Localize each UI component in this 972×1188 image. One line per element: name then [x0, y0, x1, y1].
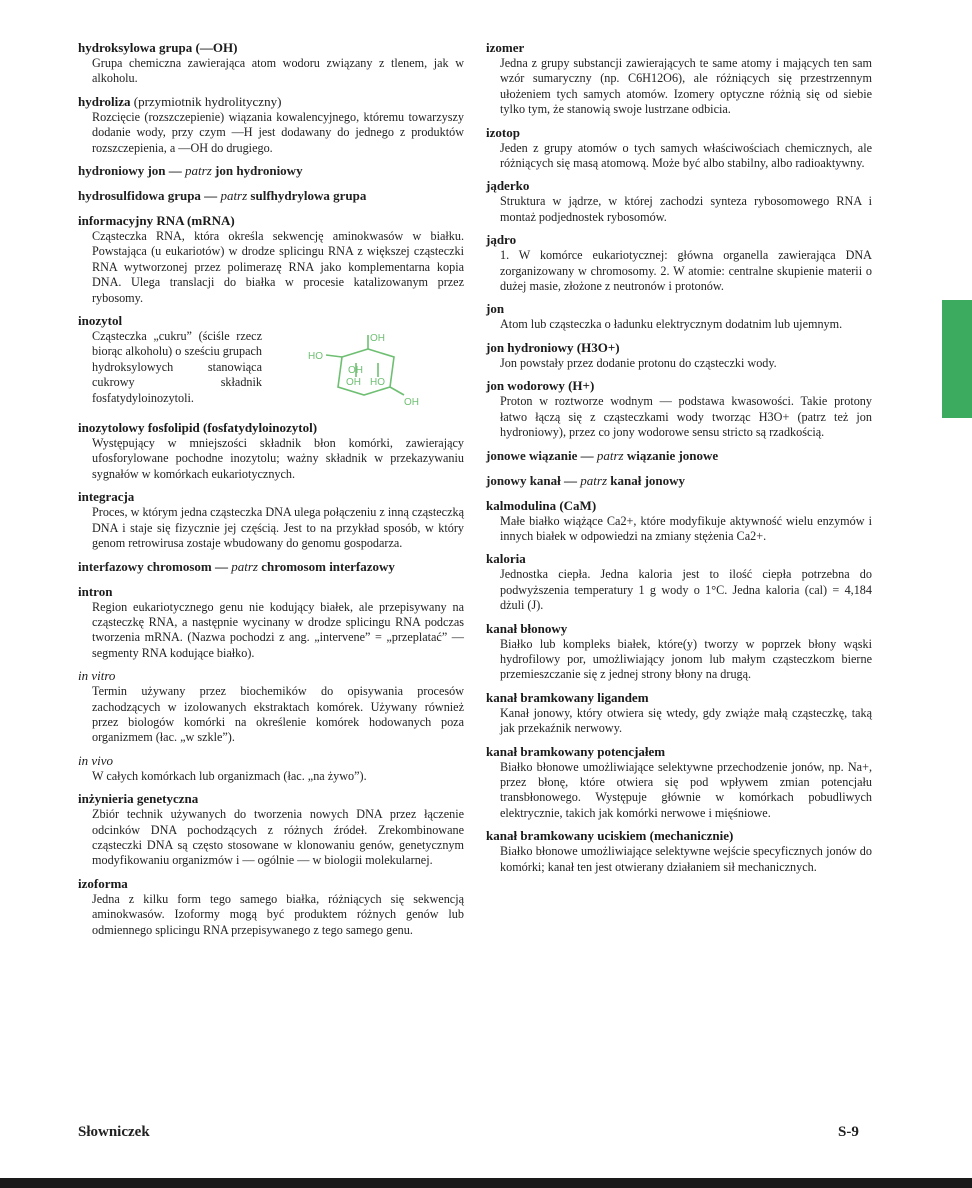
chem-label: OH [370, 333, 385, 345]
entry-definition: 1. W komórce eukariotycznej: główna organella zawierająca DNA zorganizowany w chromosomy. 2. W atomie: centralne skupienie materii o dużej masie, złożone z neutronów i protonów. [500, 248, 872, 294]
inositol-block [78, 329, 464, 413]
entry-term: intron [78, 583, 113, 599]
entry-term: kanał bramkowany uciskiem (mechanicznie) [486, 828, 734, 844]
entry-term-main: hydroliza [78, 93, 131, 109]
glossary-entry [486, 828, 872, 875]
entry-term: hydroksylowa grupa (—OH) [78, 40, 238, 55]
glossary-entry [78, 668, 464, 746]
entry-definition: Małe białko wiążące Ca2+, które modyfikuje aktywność wielu enzymów i innych białek w odpowiedzi na zmiany stężenia Ca2+. [500, 513, 872, 543]
chem-label: OH [404, 397, 419, 409]
entry-definition: Występujący w mniejszości składnik błon komórki, zawierający ufosforylowane pochodne inozytolu; ważny składnik w przekazywaniu sygnałów w komórkach eukariotycznych. [92, 436, 464, 481]
inositol-structure-diagram [306, 333, 426, 413]
glossary-entry [78, 213, 464, 306]
xref-target: kanał jonowy [607, 472, 686, 488]
glossary-entry [78, 791, 464, 869]
glossary-entry [78, 40, 464, 87]
glossary-entry [486, 232, 872, 294]
glossary-entry [486, 378, 872, 440]
xref-patrz: patrz [185, 163, 212, 179]
bottom-edge-bar [0, 1178, 972, 1188]
entry-definition: Białko lub kompleks białek, które(y) tworzy w poprzek błony wąski hydrofilowy por, umożliwiający jonom lub małym cząsteczkom bierne przemieszczanie się z jednej strony błony na drugą. [500, 636, 872, 682]
entry-definition: Jon powstały przez dodanie protonu do cząsteczki wody. [500, 355, 777, 370]
xref-term: jonowy kanał — [486, 472, 581, 488]
xref-term: jonowe wiązanie — [486, 447, 597, 463]
entry-definition: Białko błonowe umożliwiające selektywne przechodzenie jonów, np. Na+, przez błonę, które otwiera się pod wpływem zmian potencjału transbłonowego. Występuje głównie w komórkach pobudliwych elektrycznie, takich jak komórki nerwowe i mięśniowe. [500, 759, 872, 820]
xref-patrz: patrz [596, 447, 624, 463]
xref-term: hydroniowy jon — [78, 163, 186, 179]
entry-definition: Jedna z grupy substancji zawierających te same atomy i mających ten sam wzór sumaryczny (np. C6H12O6), ale różniących się przestrzennym ułożeniem tych samych atomów. Izomery optyczne różnią się od siebie tylko tym, że stanowią swoje lustrzane odbicia. [500, 56, 872, 117]
glossary-entry [486, 690, 872, 737]
chem-label: HO [370, 377, 385, 389]
cross-reference [78, 188, 464, 204]
glossary-entry [78, 876, 464, 938]
entry-term: kanał bramkowany potencjałem [486, 743, 666, 759]
glossary-entry [78, 489, 464, 551]
entry-term [78, 668, 464, 684]
cross-reference [486, 448, 872, 464]
entry-term: izoforma [78, 875, 128, 891]
entry-term: jon [486, 301, 505, 317]
entry-definition: Proton w roztworze wodnym — podstawa kwasowości. Takie protony łatwo łączą się z cząsteczkami wody tworząc H3O+ (patrz też jon hydroniowy), przez co jony wodorowe sensu stricto są rzadkością. [500, 394, 872, 440]
entry-definition: Grupa chemiczna zawierająca atom wodoru związany z tlenem, jak w alkoholu. [92, 56, 464, 86]
cross-reference [78, 559, 464, 575]
cross-reference [486, 473, 872, 489]
page-number: S-9 [838, 1124, 859, 1140]
entry-term: kaloria [486, 551, 526, 567]
xref-patrz: patrz [231, 558, 258, 574]
entry-definition: Jeden z grupy atomów o tych samych właściwościach chemicznych, ale różniących się masą atomową. Może być albo stabilny, albo radioaktywny. [500, 140, 872, 171]
entry-definition: Termin używany przez biochemików do opisywania procesów zachodzących w izolowanych ekstraktach komórek. Używany również przez biologów komórki na określenie komórek hodowanych poza organizmem (łac. „w szkle”). [92, 684, 464, 745]
chem-label: HO [308, 351, 323, 363]
glossary-entry [486, 498, 872, 545]
xref-term: hydrosulfidowa grupa — [78, 188, 221, 204]
glossary-entry [486, 125, 872, 172]
entry-term [78, 753, 464, 769]
left-column [78, 40, 464, 945]
entry-definition: Cząsteczka „cukru” (ściśle rzecz biorąc alkoholu) o sześciu grupach hydroksylowych stanowiąca cukrowy składnik fosfatydyloinozytoli. [92, 329, 262, 405]
entry-term: izomer [486, 40, 525, 55]
xref-target: chromosom interfazowy [257, 558, 395, 574]
entry-term: kanał błonowy [486, 620, 568, 636]
entry-definition: Kanał jonowy, który otwiera się wtedy, gdy zwiąże małą cząsteczkę, taką jak przekaźnik nerwowy. [500, 705, 872, 736]
glossary-entry [78, 420, 464, 482]
entry-definition: W całych komórkach lub organizmach (łac. „na żywo”). [92, 768, 367, 783]
entry-term: integracja [78, 489, 135, 505]
entry-term: kanał bramkowany ligandem [486, 689, 649, 705]
entry-term-note: (przymiotnik hydrolityczny) [130, 93, 282, 109]
xref-patrz: patrz [580, 472, 608, 488]
right-column [486, 40, 872, 882]
xref-patrz: patrz [220, 188, 248, 204]
footer-title: Słowniczek [78, 1124, 150, 1140]
cross-reference [78, 163, 464, 179]
entry-term: jądro [486, 232, 517, 248]
entry-definition: Proces, w którym jedna cząsteczka DNA ulega połączeniu z inną cząsteczką DNA i staje się fizycznie jej częścią. Jest to na przykład sposób, w który genom retrowirusa zostaje wbudowany do genomu gospodarza. [92, 505, 464, 551]
entry-definition: Rozcięcie (rozszczepienie) wiązania kowalencyjnego, któremu towarzyszy dodanie wody, przy czym —H jest dodawany do jednego z produktów rozszczepienia, a —OH do drugiego. [92, 109, 464, 155]
entry-definition: Białko błonowe umożliwiające selektywne wejście specyficznych jonów do komórki; kanał ten jest otwierany działaniem sił mechanicznych. [500, 844, 872, 874]
entry-definition: Zbiór technik używanych do tworzenia nowych DNA przez łączenie odcinków DNA pochodzących z różnych źródeł. Zrekombinowane cząsteczki DNA są często stosowane w klonowaniu genów, genetycznym modyfikowaniu organizmów i — ogólnie — w biologii molekularnej. [92, 807, 464, 868]
entry-definition: Struktura w jądrze, w której zachodzi synteza rybosomowego RNA i montaż podjednostek rybosomów. [500, 194, 872, 224]
chem-label: OH [346, 377, 361, 389]
glossary-entry [78, 94, 464, 156]
xref-target: wiązanie jonowe [623, 447, 719, 463]
entry-term: informacyjny RNA (mRNA) [78, 213, 235, 229]
xref-target: sulfhydrylowa grupa [247, 188, 367, 204]
entry-definition: Region eukariotycznego genu nie kodujący białek, ale przepisywany na cząsteczkę RNA, a następnie wycinany w drodze splicingu RNA podczas tworzenia mRNA. (Nazwa pochodzi z ang. „intervene” = „przeplatać” — segmenty RNA kodujące białko). [92, 599, 464, 660]
entry-term-italic: in vivo [78, 752, 114, 768]
glossary-entry [486, 744, 872, 822]
glossary-entry [486, 301, 872, 332]
entry-term: inżynieria genetyczna [78, 791, 199, 807]
entry-definition: Jednostka ciepła. Jedna kaloria jest to ilość ciepła potrzebna do podwyższenia temperatury 1 g wody o 1°C. Jedna kaloria (cal) = 4,184 dżuli (J). [500, 567, 872, 613]
xref-target: jon hydroniowy [211, 163, 303, 179]
entry-term: inozytol [78, 313, 123, 329]
glossary-entry [78, 313, 464, 413]
entry-term-italic: in vitro [78, 668, 116, 684]
glossary-entry [486, 178, 872, 225]
entry-term: izotop [486, 124, 520, 140]
glossary-entry [78, 753, 464, 784]
entry-definition: Jedna z kilku form tego samego białka, różniących się sekwencją aminokwasów. Izoformy mogą być produktem różnych genów lub odmiennego splicingu RNA przepisywanego z tego samego genu. [92, 891, 464, 937]
entry-definition: Cząsteczka RNA, która określa sekwencję aminokwasów w białku. Powstająca (u eukariotów) w drodze splicingu RNA z większej cząsteczki RNA wytworzonej przez polimerazę RNA jako komplementarna kopia DNA. Ulega translacji do białka w procesie katalizowanym przez rybosomy. [92, 229, 464, 305]
entry-term: jon wodorowy (H+) [486, 378, 595, 394]
glossary-entry [486, 621, 872, 683]
entry-definition: Atom lub cząsteczka o ładunku elektrycznym dodatnim lub ujemnym. [500, 317, 843, 332]
glossary-entry [486, 40, 872, 118]
chem-label: OH [348, 365, 363, 377]
glossary-entry [486, 551, 872, 613]
glossary-entry [486, 340, 872, 371]
entry-term [78, 94, 464, 110]
entry-term: inozytolowy fosfolipid (fosfatydyloinozytol) [78, 420, 318, 436]
entry-term: kalmodulina (CaM) [486, 497, 597, 513]
section-tab-marker [942, 300, 972, 418]
entry-term: jon hydroniowy (H3O+) [486, 339, 620, 355]
glossary-entry [78, 584, 464, 662]
entry-term: jąderko [486, 178, 530, 194]
xref-term: interfazowy chromosom — [78, 558, 232, 574]
